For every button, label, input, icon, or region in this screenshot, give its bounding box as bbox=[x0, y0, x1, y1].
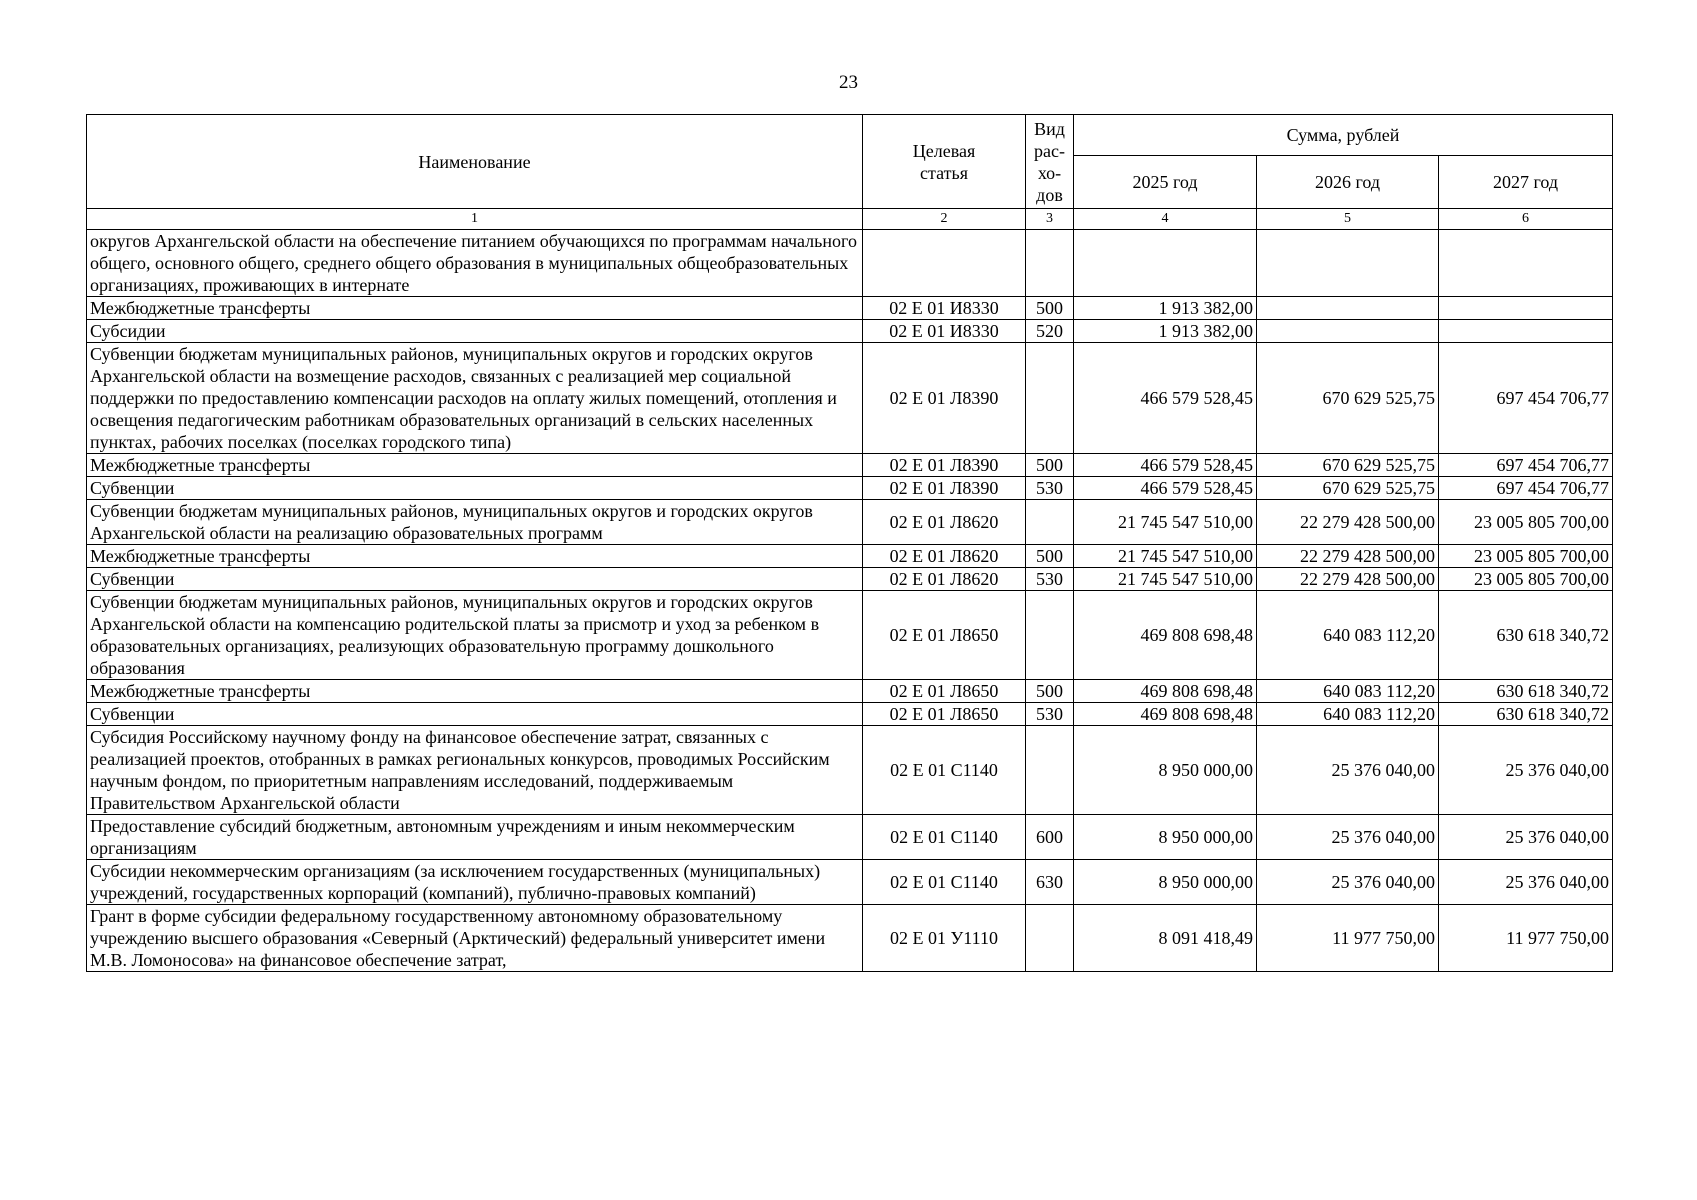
cell-amount-2027: 630 618 340,72 bbox=[1439, 703, 1613, 726]
table-row bbox=[87, 680, 1613, 703]
table-row bbox=[87, 568, 1613, 591]
table-row bbox=[87, 545, 1613, 568]
cell-amount-2025: 466 579 528,45 bbox=[1074, 343, 1257, 454]
cell-name: Межбюджетные трансферты bbox=[87, 545, 863, 568]
column-number: 1 bbox=[87, 209, 863, 230]
cell-amount-2027: 23 005 805 700,00 bbox=[1439, 500, 1613, 545]
cell-name: Субвенции бюджетам муниципальных районов, муниципальных округов и городских округов Архангельской области на компенсацию родительской платы за присмотр и уход за ребенком в образовательных организациях, реализующих образовательную программу дошкольного образования bbox=[87, 591, 863, 680]
cell-expense-type bbox=[1026, 591, 1074, 680]
cell-name: Субвенции бюджетам муниципальных районов, муниципальных округов и городских округов Архангельской области на возмещение расходов, связанных с реализацией мер социальной поддержки по предоставлению компенсации расходов на оплату жилых помещений, отопления и освещения педагогическим работникам образовательных организаций в сельских населенных пунктах, рабочих поселках (поселках городского типа) bbox=[87, 343, 863, 454]
header-name: Наименование bbox=[87, 115, 863, 209]
table-row bbox=[87, 500, 1613, 545]
cell-amount-2026: 22 279 428 500,00 bbox=[1257, 568, 1439, 591]
column-number: 5 bbox=[1257, 209, 1439, 230]
cell-amount-2025: 1 913 382,00 bbox=[1074, 297, 1257, 320]
cell-amount-2026: 670 629 525,75 bbox=[1257, 477, 1439, 500]
cell-amount-2027: 25 376 040,00 bbox=[1439, 860, 1613, 905]
table-row bbox=[87, 726, 1613, 815]
column-number: 4 bbox=[1074, 209, 1257, 230]
cell-amount-2027: 11 977 750,00 bbox=[1439, 905, 1613, 972]
cell-name: Субвенции бюджетам муниципальных районов, муниципальных округов и городских округов Архангельской области на реализацию образовательных программ bbox=[87, 500, 863, 545]
cell-amount-2027: 25 376 040,00 bbox=[1439, 726, 1613, 815]
cell-amount-2025: 469 808 698,48 bbox=[1074, 680, 1257, 703]
column-number: 3 bbox=[1026, 209, 1074, 230]
cell-amount-2027: 25 376 040,00 bbox=[1439, 815, 1613, 860]
cell-name: Межбюджетные трансферты bbox=[87, 454, 863, 477]
table-row bbox=[87, 815, 1613, 860]
cell-expense-type: 520 bbox=[1026, 320, 1074, 343]
cell-expense-type bbox=[1026, 726, 1074, 815]
cell-expense-type bbox=[1026, 343, 1074, 454]
cell-target-article: 02 Е 01 Л8620 bbox=[863, 568, 1026, 591]
cell-target-article: 02 Е 01 И8330 bbox=[863, 320, 1026, 343]
cell-amount-2025: 8 091 418,49 bbox=[1074, 905, 1257, 972]
cell-target-article: 02 Е 01 С1140 bbox=[863, 726, 1026, 815]
header-year-2026: 2026 год bbox=[1257, 156, 1439, 209]
cell-amount-2026: 25 376 040,00 bbox=[1257, 726, 1439, 815]
cell-amount-2027 bbox=[1439, 230, 1613, 297]
cell-amount-2026: 640 083 112,20 bbox=[1257, 703, 1439, 726]
cell-name: Субсидии некоммерческим организациям (за исключением государственных (муниципальных) учреждений, государственных корпораций (компаний), публично-правовых компаний) bbox=[87, 860, 863, 905]
cell-amount-2025: 469 808 698,48 bbox=[1074, 591, 1257, 680]
cell-expense-type: 600 bbox=[1026, 815, 1074, 860]
table-row bbox=[87, 905, 1613, 972]
cell-amount-2027: 630 618 340,72 bbox=[1439, 591, 1613, 680]
cell-amount-2025: 21 745 547 510,00 bbox=[1074, 545, 1257, 568]
cell-amount-2027: 697 454 706,77 bbox=[1439, 343, 1613, 454]
cell-target-article: 02 Е 01 У1110 bbox=[863, 905, 1026, 972]
cell-target-article: 02 Е 01 Л8650 bbox=[863, 703, 1026, 726]
cell-amount-2026: 22 279 428 500,00 bbox=[1257, 545, 1439, 568]
cell-target-article: 02 Е 01 Л8390 bbox=[863, 477, 1026, 500]
cell-target-article: 02 Е 01 Л8390 bbox=[863, 454, 1026, 477]
table-row bbox=[87, 320, 1613, 343]
cell-expense-type bbox=[1026, 230, 1074, 297]
header-expense-type-line: хо- bbox=[1037, 162, 1062, 183]
table-row bbox=[87, 454, 1613, 477]
cell-amount-2026: 22 279 428 500,00 bbox=[1257, 500, 1439, 545]
table-row bbox=[87, 703, 1613, 726]
cell-amount-2025: 466 579 528,45 bbox=[1074, 477, 1257, 500]
cell-target-article: 02 Е 01 Л8650 bbox=[863, 591, 1026, 680]
cell-amount-2026 bbox=[1257, 230, 1439, 297]
budget-table bbox=[86, 114, 1613, 972]
table-row bbox=[87, 860, 1613, 905]
cell-amount-2026 bbox=[1257, 297, 1439, 320]
cell-amount-2026: 640 083 112,20 bbox=[1257, 680, 1439, 703]
column-number: 6 bbox=[1439, 209, 1613, 230]
header-target-article bbox=[863, 115, 1026, 209]
cell-target-article: 02 Е 01 И8330 bbox=[863, 297, 1026, 320]
cell-expense-type: 530 bbox=[1026, 477, 1074, 500]
cell-amount-2025: 469 808 698,48 bbox=[1074, 703, 1257, 726]
cell-amount-2027 bbox=[1439, 297, 1613, 320]
table-body bbox=[87, 230, 1613, 972]
cell-name: Субвенции bbox=[87, 703, 863, 726]
header-expense-type-line: Вид bbox=[1034, 118, 1065, 139]
table-row bbox=[87, 477, 1613, 500]
cell-name: округов Архангельской области на обеспечение питанием обучающихся по программам начального общего, основного общего, среднего общего образования в муниципальных общеобразовательных организациях, проживающих в интернате bbox=[87, 230, 863, 297]
column-number: 2 bbox=[863, 209, 1026, 230]
header-expense-type-line: дов bbox=[1036, 184, 1063, 205]
page-number: 23 bbox=[839, 72, 858, 93]
cell-amount-2025: 466 579 528,45 bbox=[1074, 454, 1257, 477]
cell-amount-2026: 670 629 525,75 bbox=[1257, 343, 1439, 454]
header-expense-type-line: рас- bbox=[1034, 140, 1065, 161]
cell-expense-type: 530 bbox=[1026, 568, 1074, 591]
cell-amount-2025: 8 950 000,00 bbox=[1074, 815, 1257, 860]
cell-amount-2025: 21 745 547 510,00 bbox=[1074, 568, 1257, 591]
cell-amount-2027: 23 005 805 700,00 bbox=[1439, 545, 1613, 568]
cell-name: Субвенции bbox=[87, 568, 863, 591]
table-row bbox=[87, 343, 1613, 454]
header-target-article-text: Целевая статья bbox=[912, 140, 976, 183]
cell-target-article bbox=[863, 230, 1026, 297]
cell-name: Субвенции bbox=[87, 477, 863, 500]
cell-name: Грант в форме субсидии федеральному государственному автономному образовательному учреждению высшего образования «Северный (Арктический) федеральный университет имени М.В. Ломоносова» на финансовое обеспечение затрат, bbox=[87, 905, 863, 972]
cell-amount-2026: 640 083 112,20 bbox=[1257, 591, 1439, 680]
header-year-2025: 2025 год bbox=[1074, 156, 1257, 209]
table-row bbox=[87, 230, 1613, 297]
cell-target-article: 02 Е 01 Л8650 bbox=[863, 680, 1026, 703]
cell-expense-type bbox=[1026, 500, 1074, 545]
cell-name: Межбюджетные трансферты bbox=[87, 680, 863, 703]
cell-amount-2025: 1 913 382,00 bbox=[1074, 320, 1257, 343]
cell-expense-type: 500 bbox=[1026, 545, 1074, 568]
table-row bbox=[87, 297, 1613, 320]
cell-amount-2027: 23 005 805 700,00 bbox=[1439, 568, 1613, 591]
header-expense-type bbox=[1026, 115, 1074, 209]
cell-expense-type: 500 bbox=[1026, 297, 1074, 320]
cell-amount-2026: 25 376 040,00 bbox=[1257, 860, 1439, 905]
cell-amount-2025: 8 950 000,00 bbox=[1074, 860, 1257, 905]
cell-amount-2027: 697 454 706,77 bbox=[1439, 454, 1613, 477]
cell-target-article: 02 Е 01 С1140 bbox=[863, 860, 1026, 905]
cell-amount-2026 bbox=[1257, 320, 1439, 343]
cell-amount-2026: 670 629 525,75 bbox=[1257, 454, 1439, 477]
header-sum: Сумма, рублей bbox=[1074, 115, 1613, 156]
table-row bbox=[87, 591, 1613, 680]
cell-name: Межбюджетные трансферты bbox=[87, 297, 863, 320]
cell-amount-2026: 11 977 750,00 bbox=[1257, 905, 1439, 972]
cell-amount-2025: 8 950 000,00 bbox=[1074, 726, 1257, 815]
cell-amount-2025: 21 745 547 510,00 bbox=[1074, 500, 1257, 545]
cell-amount-2027 bbox=[1439, 320, 1613, 343]
cell-expense-type bbox=[1026, 905, 1074, 972]
cell-name: Субсидия Российскому научному фонду на финансовое обеспечение затрат, связанных с реализацией проектов, отобранных в рамках региональных конкурсов, проводимых Российским научным фондом, по приоритетным направлениям исследований, поддерживаемым Правительством Архангельской области bbox=[87, 726, 863, 815]
cell-target-article: 02 Е 01 С1140 bbox=[863, 815, 1026, 860]
cell-name: Субсидии bbox=[87, 320, 863, 343]
cell-amount-2026: 25 376 040,00 bbox=[1257, 815, 1439, 860]
cell-target-article: 02 Е 01 Л8620 bbox=[863, 500, 1026, 545]
cell-expense-type: 500 bbox=[1026, 680, 1074, 703]
cell-amount-2025 bbox=[1074, 230, 1257, 297]
cell-amount-2027: 697 454 706,77 bbox=[1439, 477, 1613, 500]
cell-target-article: 02 Е 01 Л8620 bbox=[863, 545, 1026, 568]
cell-amount-2027: 630 618 340,72 bbox=[1439, 680, 1613, 703]
cell-target-article: 02 Е 01 Л8390 bbox=[863, 343, 1026, 454]
cell-name: Предоставление субсидий бюджетным, автономным учреждениям и иным некоммерческим организациям bbox=[87, 815, 863, 860]
cell-expense-type: 500 bbox=[1026, 454, 1074, 477]
cell-expense-type: 630 bbox=[1026, 860, 1074, 905]
cell-expense-type: 530 bbox=[1026, 703, 1074, 726]
header-year-2027: 2027 год bbox=[1439, 156, 1613, 209]
